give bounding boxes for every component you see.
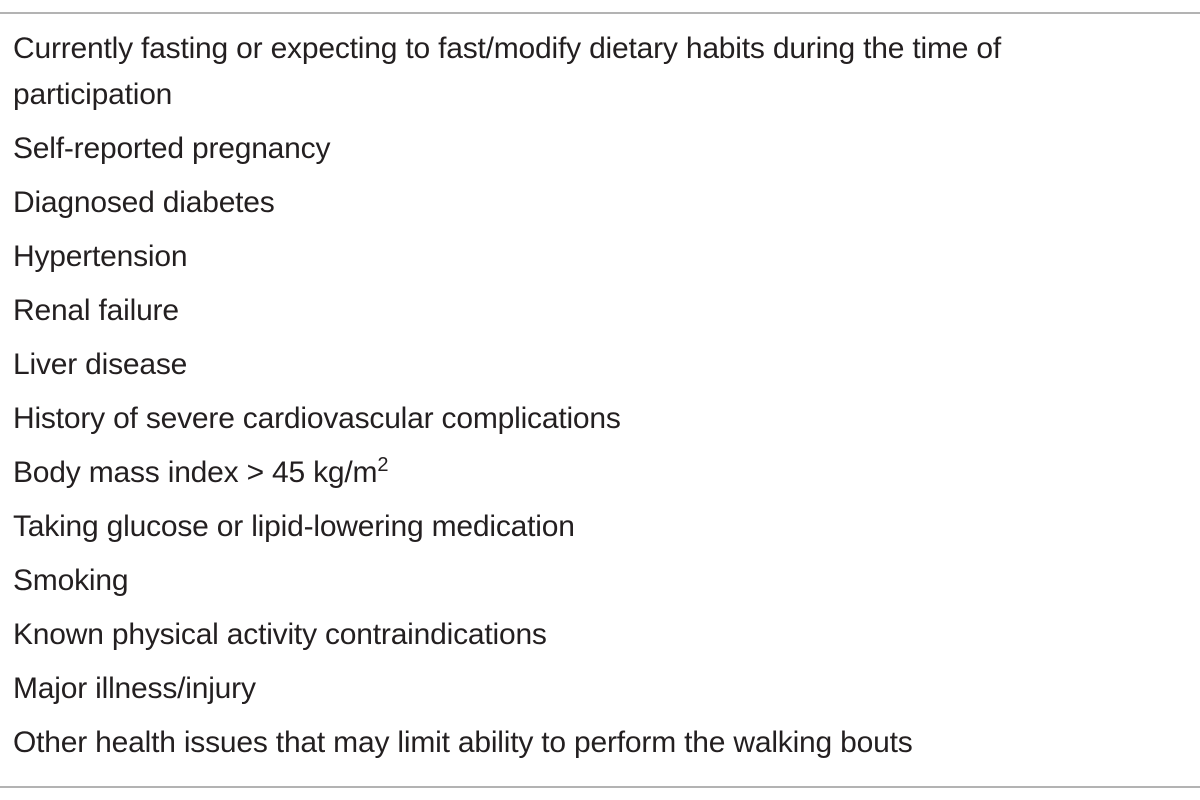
list-item bbox=[13, 612, 1193, 658]
criterion-text: Self-reported pregnancy bbox=[13, 132, 331, 165]
criterion-text: Major illness/injury bbox=[13, 672, 256, 705]
criterion-text: Taking glucose or lipid-lowering medication bbox=[13, 510, 575, 543]
criterion-text: History of severe cardiovascular complications bbox=[13, 402, 621, 435]
list-item bbox=[13, 720, 1193, 766]
list-item bbox=[13, 396, 1193, 442]
list-item bbox=[13, 450, 1193, 496]
list-item bbox=[13, 666, 1193, 712]
criterion-text: Smoking bbox=[13, 564, 129, 597]
criterion-text: Other health issues that may limit ability to perform the walking bouts bbox=[13, 726, 913, 759]
list-item bbox=[13, 26, 1133, 118]
criterion-text: Currently fasting or expecting to fast/modify dietary habits during the time of participation bbox=[13, 32, 1002, 111]
list-item bbox=[13, 342, 1193, 388]
exclusion-criteria-list bbox=[13, 26, 1193, 774]
list-item bbox=[13, 288, 1193, 334]
list-item bbox=[13, 126, 1193, 172]
list-item bbox=[13, 180, 1193, 226]
list-item bbox=[13, 558, 1193, 604]
criterion-text: Renal failure bbox=[13, 294, 179, 327]
criterion-text: Diagnosed diabetes bbox=[13, 186, 275, 219]
criterion-text: Known physical activity contraindications bbox=[13, 618, 547, 651]
criterion-text: Hypertension bbox=[13, 240, 188, 273]
bottom-rule bbox=[0, 786, 1200, 788]
criterion-text: Liver disease bbox=[13, 348, 188, 381]
top-rule bbox=[0, 12, 1200, 14]
list-item bbox=[13, 504, 1193, 550]
criterion-text: Body mass index > 45 kg/m bbox=[13, 456, 378, 489]
superscript-exponent: 2 bbox=[377, 454, 389, 476]
list-item bbox=[13, 234, 1193, 280]
